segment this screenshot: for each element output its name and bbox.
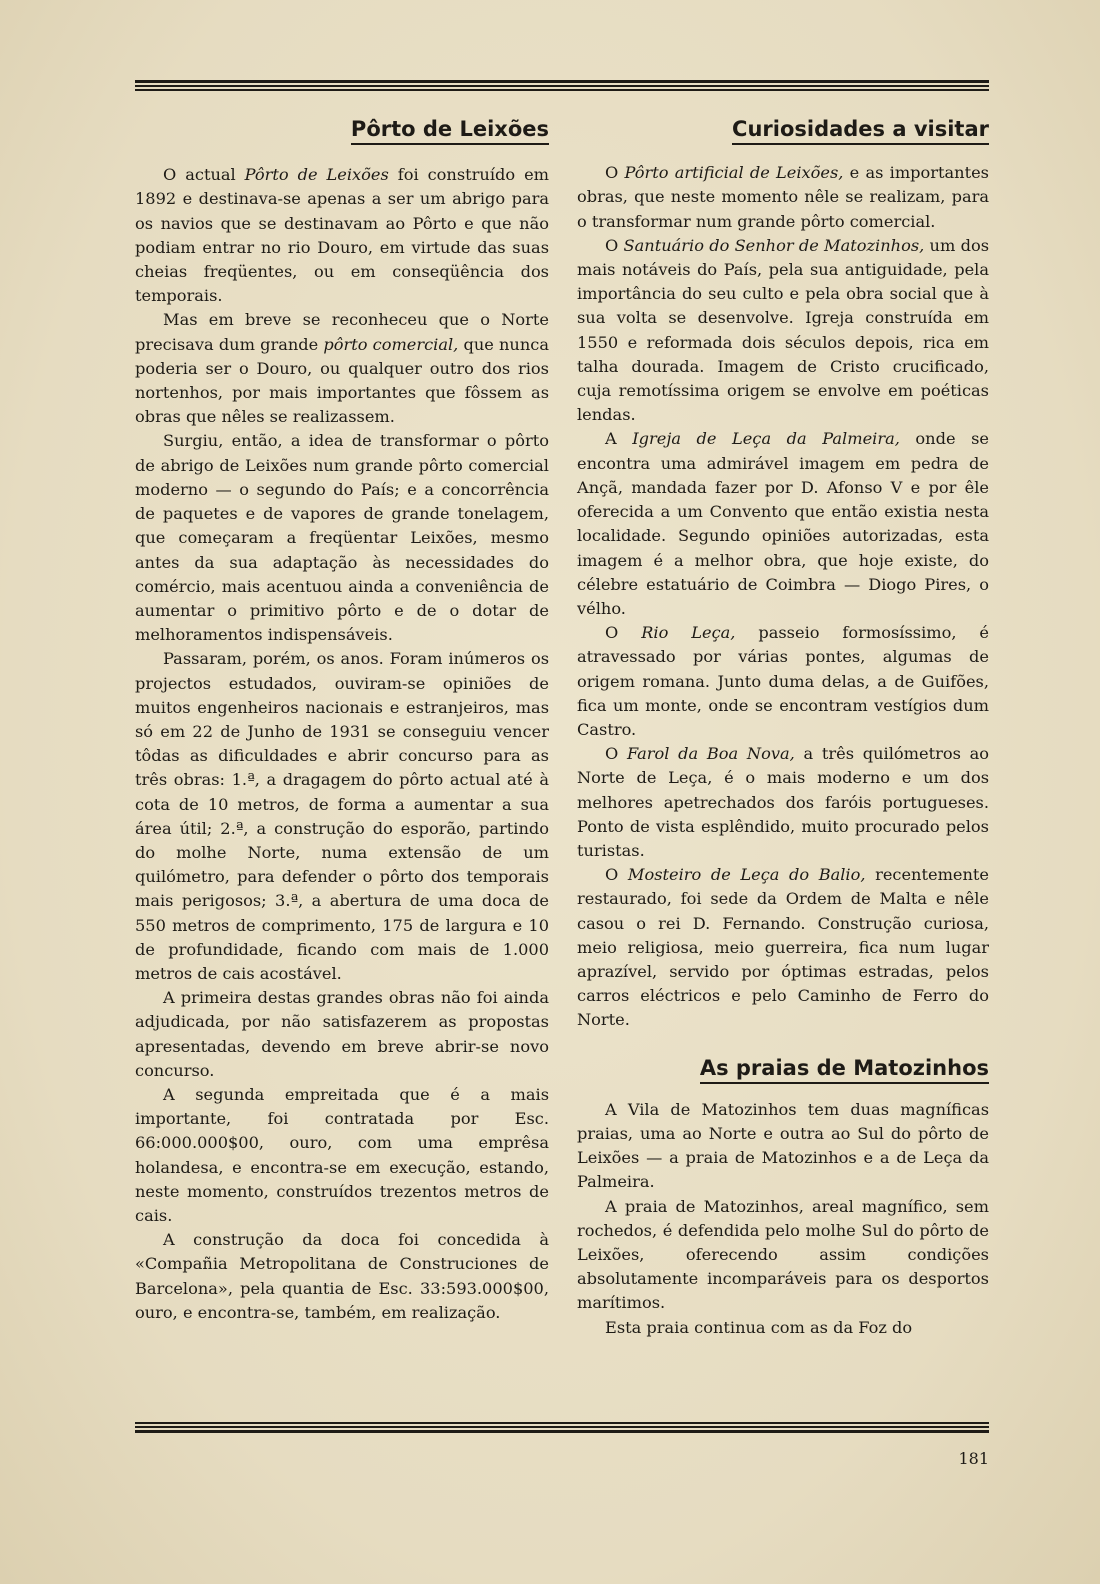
left-paragraph-6: A segunda empreitada que é a mais importante, foi contratada por Esc. 66:000.000$00, ouro, com uma emprêsa holandesa, e encontra-se em execução, estando, neste momento, construídos trezentos metros de cais. [135, 1084, 549, 1225]
right-paragraph-7: A Vila de Matozinhos tem duas magníficas praias, uma ao Norte e outra ao Sul do pôrto de Leixões — a praia de Matozinhos e a de Leça da Palmeira. [577, 1099, 989, 1192]
right-paragraph-3: A Igreja de Leça da Palmeira, onde se encontra uma admirável imagem em pedra de Ançã, mandada fazer por D. Afonso V e por êle oferecida a um Convento que então existia nesta localidade. Segundo opiniões autorizadas, esta imagem é a melhor obra, que hoje existe, do célebre estatuário de Coimbra — Diogo Pires, o vélho. [577, 429, 989, 618]
right-paragraph-6: O Mosteiro de Leça do Balio, recentemente restaurado, foi sede da Ordem de Malta e nêle casou o rei D. Fernando. Construção curiosa, meio religiosa, meio guerreira, fica num lugar aprazível, servido por óptimas estradas, pelos carros eléctricos e pelo Caminho de Ferro do Norte. [577, 865, 990, 1030]
left-paragraph-4: Passaram, porém, os anos. Foram inúmeros os projectos estudados, ouviram-se opiniões de muitos engenheiros nacionais e estranjeiros, mas só em 22 de Junho de 1931 se conseguiu vencer tôdas as dificuldades e abrir concurso para as três obras: 1.ª, a dragagem do pôrto actual até à cota de 10 metros, de forma a aumentar a sua área útil; 2.ª, a construção do esporão, partindo do molhe Norte, numa extensão de um quilómetro, para defender o pôrto dos temporais mais perigosos; 3.ª, a abertura de uma doca de 550 metros de comprimento, 175 de largura e 10 de profundidade, ficando com mais de 1.000 metros de cais acostável. [135, 649, 549, 983]
left-paragraph-3: Surgiu, então, a idea de transformar o pôrto de abrigo de Leixões num grande pôrto comercial moderno — o segundo do País; e a concorrência de paquetes e de vapores de grande tonelagem, que começaram a freqüentar Leixões, mesmo antes da sua adaptação às necessidades do comércio, mais acentuou ainda a conveniência de aumentar o primitivo pôrto e de o dotar de melhoramentos indispensáveis. [135, 431, 549, 645]
left-paragraph-2: Mas em breve se reconheceu que o Norte precisava dum grande pôrto comercial, que nunca poderia ser o Douro, ou qualquer outro dos rios nortenhos, por mais importantes que fôssem as obras que nêles se realizassem. [135, 310, 550, 427]
page-number: 181 [958, 1449, 989, 1468]
right-paragraph-1: O Pôrto artificial de Leixões, e as importantes obras, que neste momento nêle se realizam, para o transformar num grande pôrto comercial. [577, 163, 989, 231]
right-paragraph-9: Esta praia continua com as da Foz do [605, 1317, 913, 1337]
heading-porto-de-leixoes: Pôrto de Leixões [135, 116, 549, 145]
right-paragraph-2: O Santuário do Senhor de Matozinhos, um dos mais notáveis do País, pela sua antiguidade, pela importância do seu culto e pela obra social que à sua volta se desenvolve. Igreja construída em 1550 e reformada dois séculos depois, rica em talha dourada. Imagem de Cristo crucificado, cuja remotíssima origem se envolve em poéticas lendas. [577, 235, 990, 425]
right-paragraph-4: O Rio Leça, passeio formosíssimo, é atravessado por várias pontes, algumas de origem romana. Junto duma delas, a de Guifões, fica um monte, onde se encontram vestígios dum Castro. [577, 623, 990, 739]
right-column [577, 116, 989, 1340]
heading-as-praias-de-matozinhos: As praias de Matozinhos [577, 1055, 989, 1084]
left-paragraph-1: O actual Pôrto de Leixões foi construído em 1892 e destinava-se apenas a ser um abrigo para os navios que se destinavam ao Pôrto e que não podiam entrar no rio Douro, em virtude das suas cheias freqüentes, ou em conseqüência dos temporais. [135, 165, 549, 306]
top-rule [135, 80, 989, 93]
bottom-rule [135, 1422, 989, 1435]
right-paragraph-8: A praia de Matozinhos, areal magnífico, sem rochedos, é defendida pelo molhe Sul do pôrto de Leixões, oferecendo assim condições absolutamente incomparáveis para os desportos marítimos. [577, 1196, 989, 1313]
right-paragraph-5: O Farol da Boa Nova, a três quilómetros ao Norte de Leça, é o mais moderno e um dos melhores apetrechados dos faróis portugueses. Ponto de vista esplêndido, muito procurado pelos turistas. [577, 744, 989, 860]
heading-curiosidades-a-visitar: Curiosidades a visitar [577, 116, 989, 145]
left-paragraph-7: A construção da doca foi concedida à «Compañia Metropolitana de Construciones de Barcelona», pela quantia de Esc. 33:593.000$00, ouro, e encontra-se, também, em realização. [135, 1230, 549, 1322]
left-paragraph-5: A primeira destas grandes obras não foi ainda adjudicada, por não satisfazerem as propostas apresentadas, devendo em breve abrir-se novo concurso. [135, 988, 549, 1080]
left-column [135, 116, 549, 1325]
